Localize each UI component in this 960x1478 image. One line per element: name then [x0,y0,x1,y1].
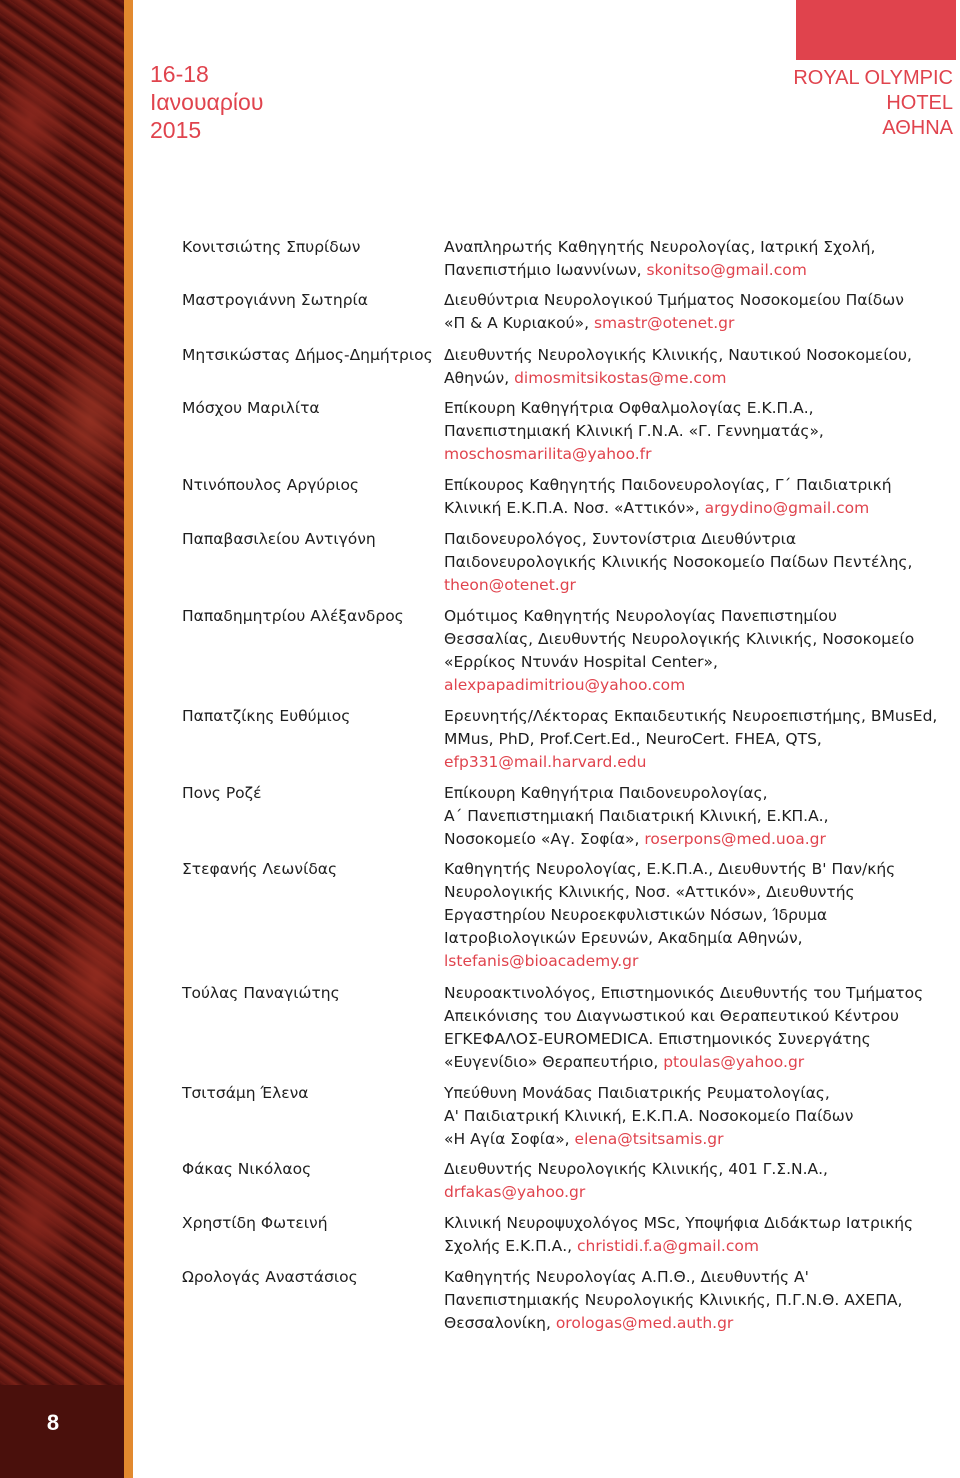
affiliation-line: Καθηγητής Νευρολογίας, Ε.Κ.Π.Α., Διευθυντής Β' Παν/κής [444,860,896,878]
affiliation-line: Παιδονευρολογικής Κλινικής Νοσοκομείο Παίδων Πεντέλης, [444,553,913,571]
affiliation-line: Θεσσαλονίκη, orologas@med.auth.gr [444,1314,734,1332]
speaker-email-link[interactable]: lstefanis@bioacademy.gr [444,952,639,970]
speaker-affiliation [444,1212,924,1258]
speaker-affiliation [444,1266,924,1335]
affiliation-line: Επίκουρη Καθηγήτρια Παιδονευρολογίας, [444,784,768,802]
speaker-email-link[interactable]: roserpons@med.uoa.gr [644,830,826,848]
affiliation-line: Παιδονευρολόγος, Συντονίστρια Διευθύντρια [444,530,797,548]
affiliation-line: Επίκουρος Καθηγητής Παιδονευρολογίας, Γ΄ Παιδιατρική [444,476,892,494]
affiliation-line: MMus, PhD, Prof.Cert.Ed., NeuroCert. FHEA, QTS, [444,730,822,748]
speaker-email-link[interactable]: theon@otenet.gr [444,576,576,594]
affiliation-line [444,443,924,466]
affiliation-line: Νευρολογικής Κλινικής, Νοσ. «Αττικόν», Διευθυντής [444,883,855,901]
affiliation-line: ΕΓΚΕΦΑΛΟΣ-EUROMEDICA. Επιστημονικός Συνεργάτης [444,1030,871,1048]
speaker-affiliation [444,782,924,851]
affiliation-line: Υπεύθυνη Μονάδας Παιδιατρικής Ρευματολογίας, [444,1084,830,1102]
speaker-affiliation [444,1082,924,1151]
speaker-affiliation [444,982,924,1074]
speaker-name: Φάκας Νικόλαος [182,1160,312,1178]
speaker-name: Τούλας Παναγιώτης [182,984,340,1002]
event-date [150,60,263,144]
affiliation-line: Α΄ Πανεπιστημιακή Παιδιατρική Κλινική, Ε.ΚΠ.Α., [444,807,829,825]
speaker-email-link[interactable]: dimosmitsikostas@me.com [514,369,727,387]
speaker-email-link[interactable]: moschosmarilita@yahoo.fr [444,445,652,463]
venue-line: ROYAL OLYMPIC [793,67,953,89]
speaker-email-link[interactable]: christidi.f.a@gmail.com [577,1237,759,1255]
affiliation-line: «Η Αγία Σοφία», elena@tsitsamis.gr [444,1130,724,1148]
speaker-name: Κονιτσιώτης Σπυρίδων [182,238,361,256]
venue-line: HOTEL [886,92,953,114]
affiliation-line: Επίκουρη Καθηγήτρια Οφθαλμολογίας Ε.Κ.Π.Α., [444,399,814,417]
speaker-affiliation [444,474,924,520]
date-line: 2015 [150,117,202,143]
affiliation-line [444,574,924,597]
speaker-name: Πονς Ροζέ [182,784,262,802]
affiliation-line: Αναπληρωτής Καθηγητής Νευρολογίας, Ιατρική Σχολή, [444,238,876,256]
speaker-affiliation [444,236,924,282]
speaker-affiliation [444,397,924,466]
affiliation-line: Καθηγητής Νευρολογίας Α.Π.Θ., Διευθυντής Α' [444,1268,809,1286]
affiliation-line: «Π & Α Κυριακού», smastr@otenet.gr [444,314,735,332]
affiliation-line [444,1181,924,1204]
affiliation-line: Αθηνών, dimosmitsikostas@me.com [444,369,727,387]
decorative-side-band [0,0,124,1478]
speaker-name: Παπαβασιλείου Αντιγόνη [182,530,376,548]
speaker-affiliation [444,528,924,597]
speaker-name: Μητσικώστας Δήμος-Δημήτριος [182,346,433,364]
affiliation-line [444,674,924,697]
date-line: 16-18 [150,61,209,87]
venue-line: ΑΘΗΝΑ [882,117,953,139]
speaker-affiliation [444,289,924,335]
speaker-name: Χρηστίδη Φωτεινή [182,1214,328,1232]
speaker-name: Ντινόπουλος Αργύριος [182,476,360,494]
speaker-name: Παπαδημητρίου Αλέξανδρος [182,607,404,625]
speaker-email-link[interactable]: smastr@otenet.gr [593,314,735,332]
speaker-email-link[interactable]: argydino@gmail.com [704,499,870,517]
speaker-affiliation [444,858,924,973]
speaker-name: Ωρολογάς Αναστάσιος [182,1268,358,1286]
affiliation-line: Κλινική Νευροψυχολόγος MSc, Υποψήφια Διδάκτωρ Ιατρικής [444,1214,914,1232]
speaker-email-link[interactable]: orologas@med.auth.gr [555,1314,734,1332]
speaker-affiliation [444,344,924,390]
affiliation-line: «Ερρίκος Ντυνάν Hospital Center», [444,653,718,671]
affiliation-line: Διευθύντρια Νευρολογικού Τμήματος Νοσοκομείου Παίδων [444,291,904,309]
affiliation-line: Α' Παιδιατρική Κλινική, Ε.Κ.Π.Α. Νοσοκομείο Παίδων [444,1107,854,1125]
orange-stripe [124,0,133,1478]
affiliation-line: Ομότιμος Καθηγητής Νευρολογίας Πανεπιστημίου [444,607,837,625]
speaker-email-link[interactable]: elena@tsitsamis.gr [574,1130,724,1148]
event-venue [793,66,953,141]
affiliation-line: Διευθυντής Νευρολογικής Κλινικής, Ναυτικού Νοσοκομείου, [444,346,912,364]
affiliation-line: Ερευνητής/Λέκτορας Εκπαιδευτικής Νευροεπιστήμης, BMusEd, [444,707,938,725]
speaker-affiliation [444,705,938,774]
affiliation-line: «Ευγενίδιο» Θεραπευτήριο, ptoulas@yahoo.gr [444,1053,805,1071]
speaker-name: Τσιτσάμη Έλενα [182,1084,309,1102]
affiliation-line: Πανεπιστημιακή Κλινική Γ.Ν.Α. «Γ. Γεννηματάς», [444,422,824,440]
speaker-email-link[interactable]: efp331@mail.harvard.edu [444,753,647,771]
affiliation-line: Ιατροβιολογικών Ερευνών, Ακαδημία Αθηνών, [444,929,803,947]
affiliation-line: Εργαστηρίου Νευροεκφυλιστικών Νόσων, Ίδρυμα [444,906,828,924]
affiliation-line: Νοσοκομείο «Αγ. Σοφία», roserpons@med.uoa.gr [444,830,826,848]
speaker-name: Μόσχου Μαριλίτα [182,399,320,417]
affiliation-line: Απεικόνισης του Διαγνωστικού και Θεραπευτικού Κέντρου [444,1007,900,1025]
page-number: 8 [46,1410,60,1435]
speaker-name: Παπατζίκης Ευθύμιος [182,707,351,725]
affiliation-line: Πανεπιστημιακής Νευρολογικής Κλινικής, Π.Γ.Ν.Θ. ΑΧΕΠΑ, [444,1291,903,1309]
affiliation-line [444,751,924,774]
speaker-name: Στεφανής Λεωνίδας [182,860,338,878]
speaker-email-link[interactable]: skonitso@gmail.com [646,261,807,279]
affiliation-line: Νευροακτινολόγος, Επιστημονικός Διευθυντής του Τμήματος [444,984,924,1002]
speaker-affiliation [444,605,924,697]
affiliation-line: Θεσσαλίας, Διευθυντής Νευρολογικής Κλινικής, Νοσοκομείο [444,630,915,648]
speaker-name: Μαστρογιάννη Σωτηρία [182,291,368,309]
speaker-email-link[interactable]: ptoulas@yahoo.gr [663,1053,805,1071]
speaker-affiliation [444,1158,924,1204]
header-accent-box [796,0,956,60]
affiliation-line: Σχολής Ε.Κ.Π.Α., christidi.f.a@gmail.com [444,1237,759,1255]
speaker-email-link[interactable]: drfakas@yahoo.gr [444,1183,586,1201]
affiliation-line: Κλινική Ε.Κ.Π.Α. Νοσ. «Αττικόν», argydino@gmail.com [444,499,870,517]
affiliation-line: Πανεπιστήμιο Ιωαννίνων, skonitso@gmail.com [444,261,807,279]
date-line: Ιανουαρίου [150,89,264,115]
speaker-email-link[interactable]: alexpapadimitriou@yahoo.com [444,676,686,694]
affiliation-line: Διευθυντής Νευρολογικής Κλινικής, 401 Γ.Σ.Ν.Α., [444,1160,828,1178]
affiliation-line [444,950,924,973]
